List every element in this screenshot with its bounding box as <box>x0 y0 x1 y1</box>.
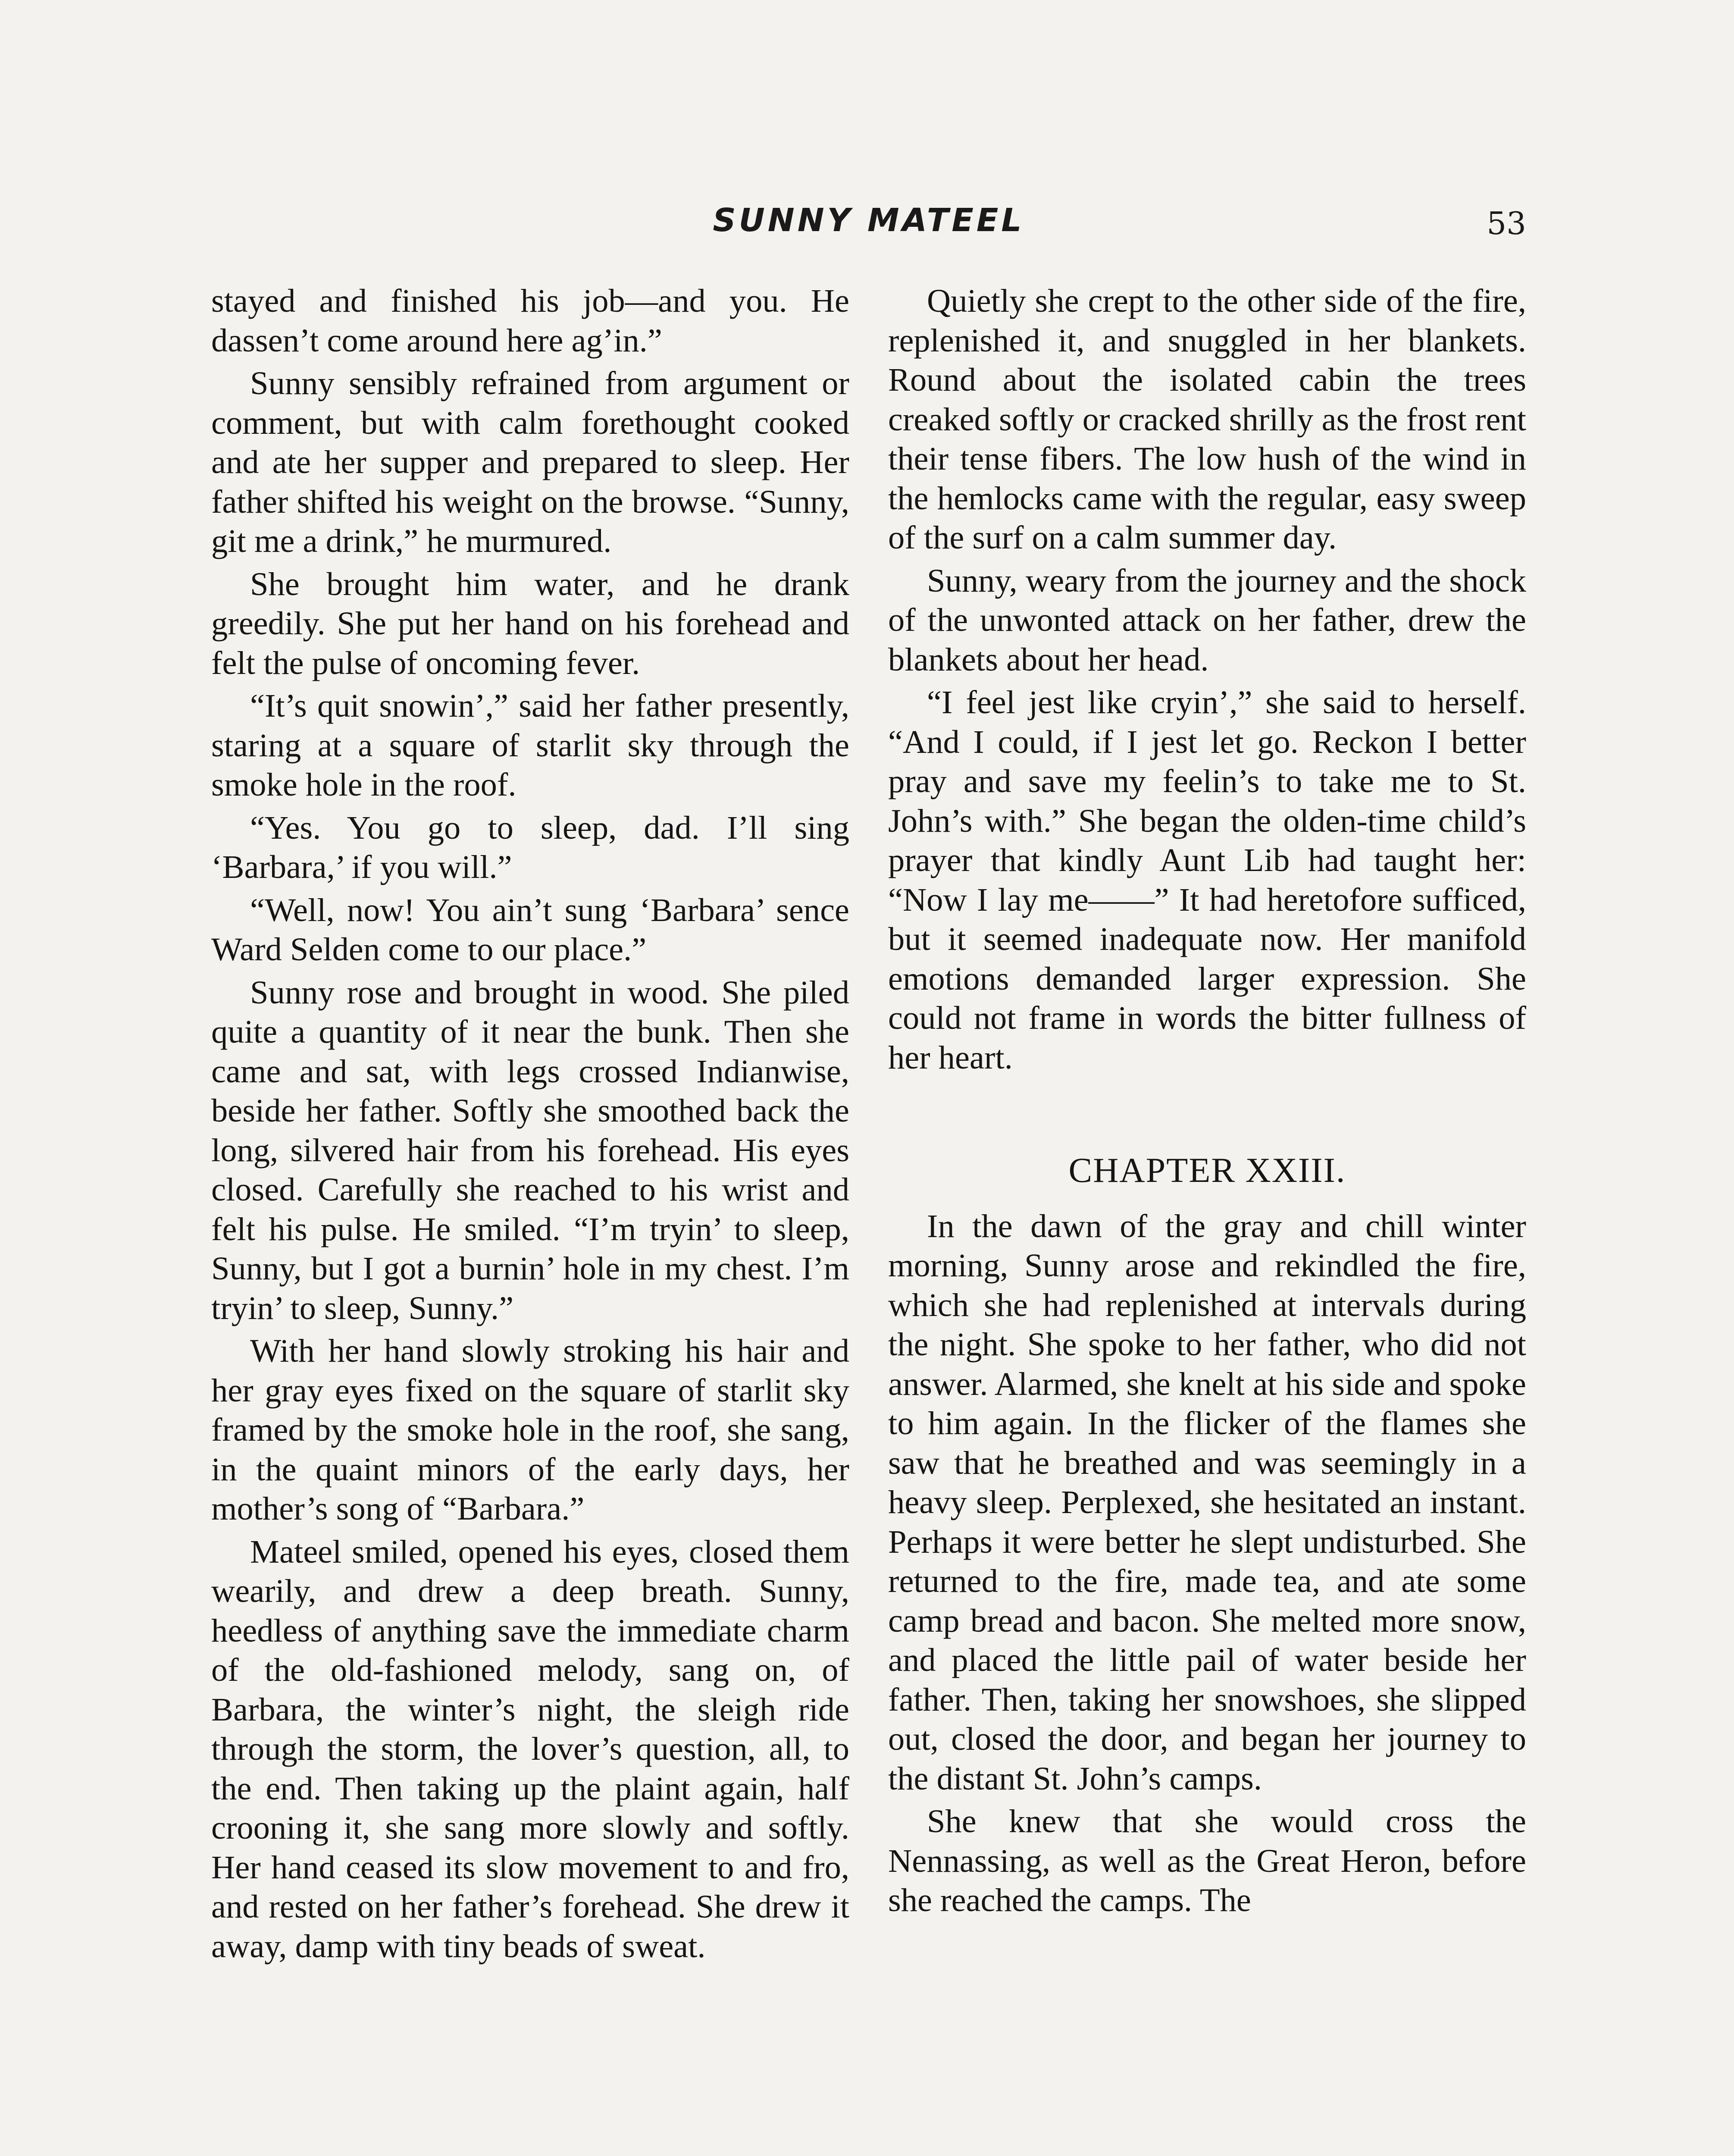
chapter-heading: CHAPTER XXIII. <box>1068 1150 1346 1190</box>
paragraph: With her hand slowly stroking his hair and her gray eyes fixed on the square of starlit sky framed by the smoke hole in the roof, she sang, in the quaint minors of the early days, her mother’s song of “Barbara.” <box>211 1332 849 1527</box>
running-title: SUNNY MATEEL <box>713 202 1025 239</box>
left-column <box>211 281 849 2156</box>
paragraph: Sunny rose and brought in wood. She piled quite a quantity of it near the bunk. Then she came and sat, with legs crossed Indianwise, beside her father. Softly she smoothed back the long, silvered hair from his forehead. His eyes closed. Carefully she reached to his wrist and felt his pulse. He smiled. “I’m tryin’ to sleep, Sunny, but I got a burnin’ hole in my chest. I’m tryin’ to sleep, Sunny.” <box>211 974 849 1326</box>
paragraph: “Well, now! You ain’t sung ‘Barbara’ sence Ward Selden come to our place.” <box>211 891 849 968</box>
paragraph: In the dawn of the gray and chill winter morning, Sunny arose and rekindled the fire, which she had replenished at intervals during the night. She spoke to her father, who did not answer. Alarmed, she knelt at his side and spoke to him again. In the flicker of the flames she saw that he breathed and was seemingly in a heavy sleep. Perplexed, she hesitated an instant. Perhaps it were better he slept undisturbed. She returned to the fire, made tea, and ate some camp bread and bacon. She melted more snow, and placed the little pail of water beside her father. Then, taking her snowshoes, she slipped out, closed the door, and began her journey to the distant St. John’s camps. <box>888 1207 1526 1797</box>
paragraph: “I feel jest like cryin’,” she said to herself. “And I could, if I jest let go. Reckon I better pray and save my feelin’s to take me to St. John’s with.” She began the olden-time child’s prayer that kindly Aunt Lib had taught her: “Now I lay me——” It had heretofore sufficed, but it seemed inadequate now. Her manifold emotions demanded larger expression. She could not frame in words the bitter fullness of her heart. <box>888 684 1526 1076</box>
paragraph: stayed and finished his job—and you. He dassen’t come around here ag’in.” <box>211 282 849 359</box>
page-number: 53 <box>1487 205 1526 241</box>
right-column <box>888 281 1526 2156</box>
paragraph: “Yes. You go to sleep, dad. I’ll sing ‘Barbara,’ if you will.” <box>211 809 849 885</box>
paragraph: She knew that she would cross the Nennassing, as well as the Great Heron, before she reached the camps. The <box>888 1803 1526 1918</box>
paragraph: Quietly she crept to the other side of the fire, replenished it, and snuggled in her blankets. Round about the isolated cabin the trees creaked softly or cracked shrilly as the frost rent their tense fibers. The low hush of the wind in the hemlocks came with the regular, easy sweep of the surf on a calm summer day. <box>888 282 1526 556</box>
page-header <box>211 202 1526 249</box>
paragraph: Sunny sensibly refrained from argument or comment, but with calm forethought cooked and ate her supper and prepared to sleep. Her father shifted his weight on the browse. “Sunny, git me a drink,” he murmured. <box>211 365 849 559</box>
paragraph: “It’s quit snowin’,” said her father presently, staring at a square of starlit sky through the smoke hole in the roof. <box>211 687 849 803</box>
paragraph: Mateel smiled, opened his eyes, closed them wearily, and drew a deep breath. Sunny, heedless of anything save the immediate charm of the old-fashioned melody, sang on, of Barbara, the winter’s night, the sleigh ride through the storm, the lover’s question, all, to the end. Then taking up the plaint again, half crooning it, she sang more slowly and softly. Her hand ceased its slow movement to and fro, and rested on her father’s forehead. She drew it away, damp with tiny beads of sweat. <box>211 1533 849 1965</box>
paragraph: Sunny, weary from the journey and the shock of the unwonted attack on her father, drew the blankets about her head. <box>888 562 1526 678</box>
paragraph: She brought him water, and he drank greedily. She put her hand on his forehead and felt the pulse of oncoming fever. <box>211 565 849 681</box>
